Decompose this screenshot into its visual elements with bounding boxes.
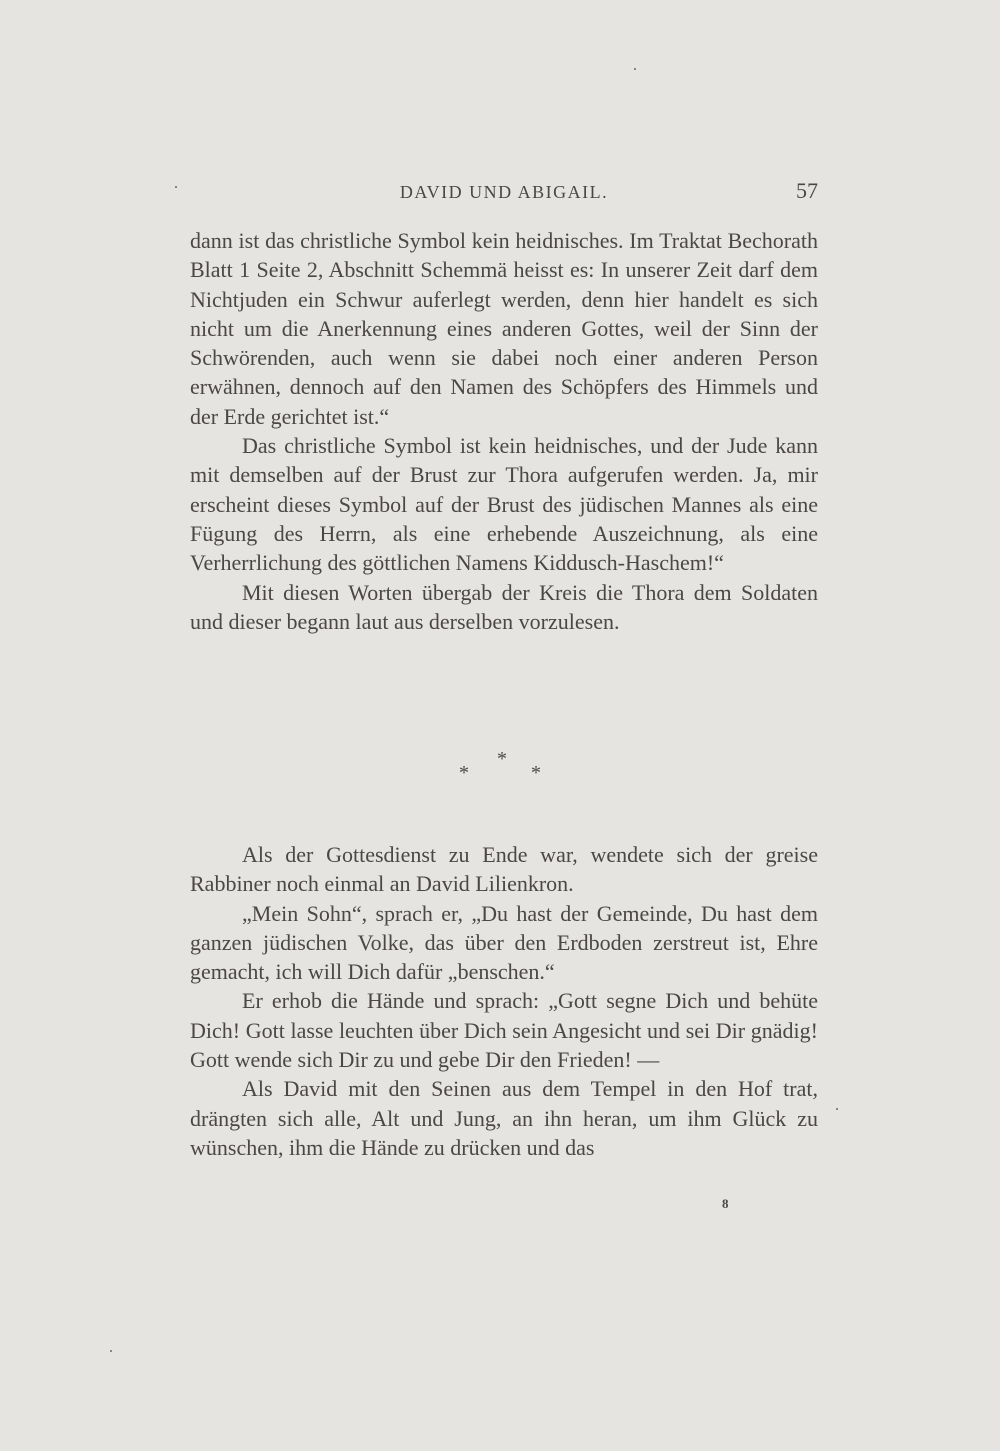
paper-speck — [175, 186, 177, 188]
running-head — [188, 178, 820, 208]
paragraph: Als der Gottesdienst zu Ende war, wendete sich der greise Rabbiner noch einmal an David Lilienkron. — [190, 842, 818, 897]
paragraph: Er erhob die Hände und sprach: „Gott segne Dich und behüte Dich! Gott lasse leuchten über Dich sein Angesicht und sei Dir gnädig! Gott wende sich Dir zu und gebe Dir den Frieden! — — [190, 988, 818, 1073]
paper-speck — [836, 1108, 838, 1110]
signature-mark: 8 — [722, 1196, 729, 1211]
paragraph: Mit diesen Worten übergab der Kreis die Thora dem Soldaten und dieser begann laut aus derselben vorzulesen. — [190, 579, 818, 634]
text-block-before-break — [190, 226, 818, 636]
asterisk: * — [531, 762, 541, 784]
text-block-after-break — [190, 840, 818, 1162]
asterisk: * — [497, 748, 507, 770]
asterism-section-break — [455, 748, 547, 788]
paper-speck — [634, 68, 636, 70]
paragraph: Als David mit den Seinen aus dem Tempel in den Hof trat, drängten sich alle, Alt und Jung, an ihn heran, um ihm Glück zu wünschen, ihm die Hände zu drücken und das — [190, 1076, 818, 1160]
page-number: 57 — [796, 178, 818, 203]
asterisk: * — [459, 762, 469, 784]
paper-speck — [110, 1350, 112, 1352]
paragraph: Das christliche Symbol ist kein heidnisches, und der Jude kann mit demselben auf der Brust zur Thora aufgerufen werden. Ja, mir erscheint dieses Symbol auf der Brust des jüdischen Mannes als eine Fügung des Herrn, als eine erhebende Auszeichnung, als eine Verherrlichung des göttlichen Namens Kiddusch-Haschem!“ — [190, 433, 818, 576]
running-title: DAVID UND ABIGAIL. — [399, 182, 609, 202]
paragraph: dann ist das christliche Symbol kein heidnisches. Im Traktat Bechorath Blatt 1 Seite 2, Abschnitt Schemmä heisst es: In unserer Zeit darf dem Nichtjuden ein Schwur auferlegt werden, denn hier handelt es sich nicht um die Anerkennung eines anderen Gottes, weil der Sinn der Schwörenden, auch wenn sie dabei noch einer anderen Person erwähnen, dennoch auf den Namen des Schöpfers des Himmels und der Erde gerichtet ist.“ — [190, 228, 818, 429]
paragraph: „Mein Sohn“, sprach er, „Du hast der Gemeinde, Du hast dem ganzen jüdischen Volke, das über den Erdboden zerstreut ist, Ehre gemacht, ich will Dich dafür „benschen.“ — [190, 900, 818, 985]
